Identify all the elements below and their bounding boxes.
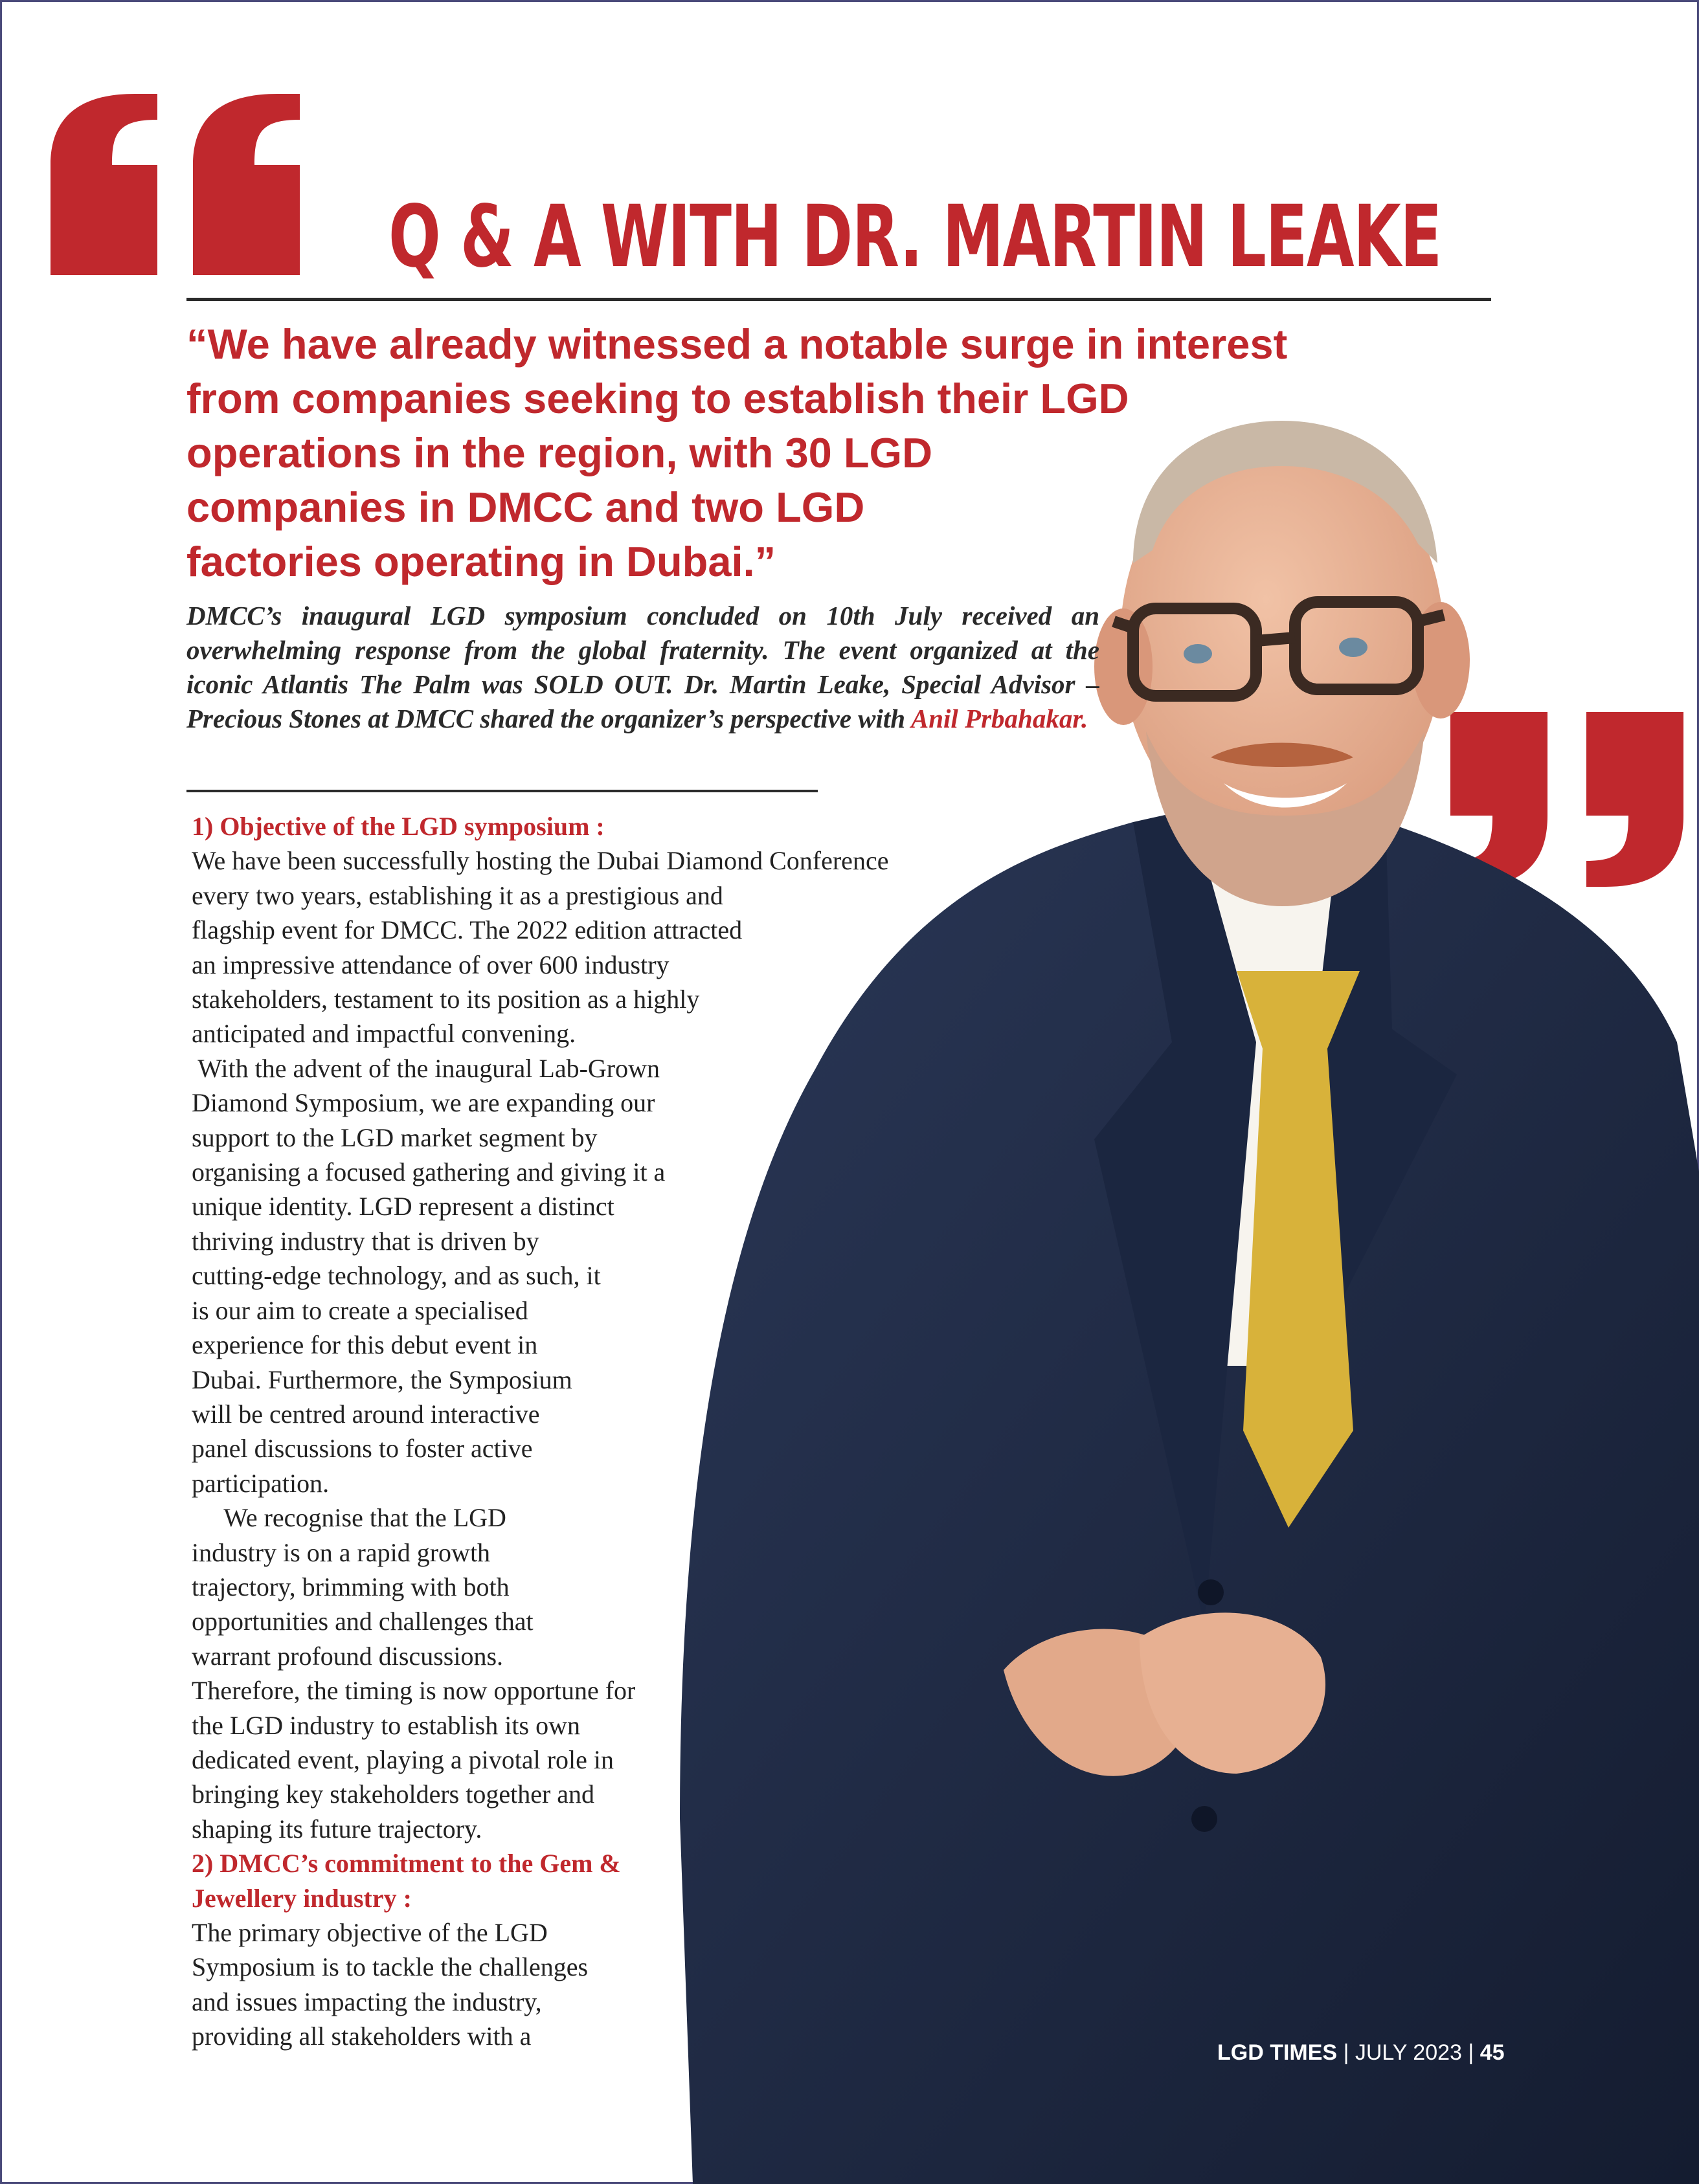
open-quote-icon [51,94,300,275]
body-text-line: and issues impacting the industry, [192,1987,542,2016]
body-text-line: the LGD industry to establish its own [192,1710,580,1740]
body-text-line: an impressive attendance of over 600 industry [192,950,669,979]
section-heading: Jewellery industry : [192,1883,412,1913]
headline-divider [186,298,1491,301]
body-text-line: warrant profound discussions. [192,1641,504,1671]
body-text-line: With the advent of the inaugural Lab-Grown [192,1053,660,1083]
intro-paragraph [186,599,1099,736]
body-text-line: flagship event for DMCC. The 2022 edition attracted [192,915,743,945]
pull-quote-line: companies in DMCC and two LGD [186,484,865,531]
body-text-line: Symposium is to tackle the challenges [192,1952,589,1982]
body-text-line: Diamond Symposium, we are expanding our [192,1088,655,1118]
body-text-line: trajectory, brimming with both [192,1572,510,1601]
body-text-line: Therefore, the timing is now opportune for [192,1676,636,1706]
body-text-line: dedicated event, playing a pivotal role in [192,1744,614,1774]
article-body [192,809,888,2054]
body-text-line: unique identity. LGD represent a distinct [192,1192,614,1221]
body-text-line: support to the LGD market segment by [192,1122,598,1152]
pull-quote-line: from companies seeking to establish their LGD [186,375,1129,422]
body-text-line: bringing key stakeholders together and [192,1779,595,1809]
pull-quote-line: factories operating in Dubai.” [186,538,776,585]
body-text-line: We have been successfully hosting the Dubai Diamond Conference [192,846,889,876]
body-text-line: shaping its future trajectory. [192,1814,482,1844]
body-text-line: The primary objective of the LGD [192,1918,548,1947]
pull-quote-line: operations in the region, with 30 LGD [186,429,933,476]
body-text-line: industry is on a rapid growth [192,1537,491,1567]
body-text-line: anticipated and impactful convening. [192,1019,576,1049]
pull-quote-line: “We have already witnessed a notable surge in interest [186,320,1288,368]
article-headline: Q & A WITH DR. MARTIN LEAKE [388,187,1441,287]
section-heading: 1) Objective of the LGD symposium : [192,812,605,841]
author-name: Anil Prbahakar. [910,704,1088,733]
page-footer [1217,2040,1505,2066]
body-text-line: every two years, establishing it as a prestigious and [192,880,723,910]
footer-publication: LGD TIMES [1217,2040,1338,2065]
body-text-line: organising a focused gathering and giving it a [192,1157,666,1187]
footer-separator: | [1468,2040,1474,2065]
section-heading: 2) DMCC’s commitment to the Gem & [192,1849,621,1878]
body-text-line: panel discussions to foster active [192,1434,533,1464]
body-text-line: thriving industry that is driven by [192,1226,539,1256]
body-text-line: is our aim to create a specialised [192,1295,528,1325]
intro-text: DMCC’s inaugural LGD symposium concluded on 10th July received an overwhelming response from the global fraternity. The event organized at the iconic Atlantis The Palm was SOLD OUT. Dr. Martin Leake, Special Advisor – Precious Stones at DMCC shared the organizer’s perspective with [186,601,1099,733]
footer-separator: | [1343,2040,1349,2065]
footer-page-number: 45 [1480,2040,1505,2065]
body-text-line: stakeholders, testament to its position as a highly [192,985,700,1014]
body-text-line: cutting-edge technology, and as such, it [192,1261,601,1291]
intro-divider [186,790,818,792]
body-text-line: experience for this debut event in [192,1330,538,1360]
body-text-line: opportunities and challenges that [192,1607,534,1636]
footer-issue: JULY 2023 [1355,2040,1462,2065]
body-text-line: We recognise that the LGD [192,1503,506,1533]
body-text-line: Dubai. Furthermore, the Symposium [192,1365,572,1394]
body-text-line: participation. [192,1468,330,1498]
body-text-line: will be centred around interactive [192,1399,540,1429]
body-text-line: providing all stakeholders with a [192,2022,532,2051]
